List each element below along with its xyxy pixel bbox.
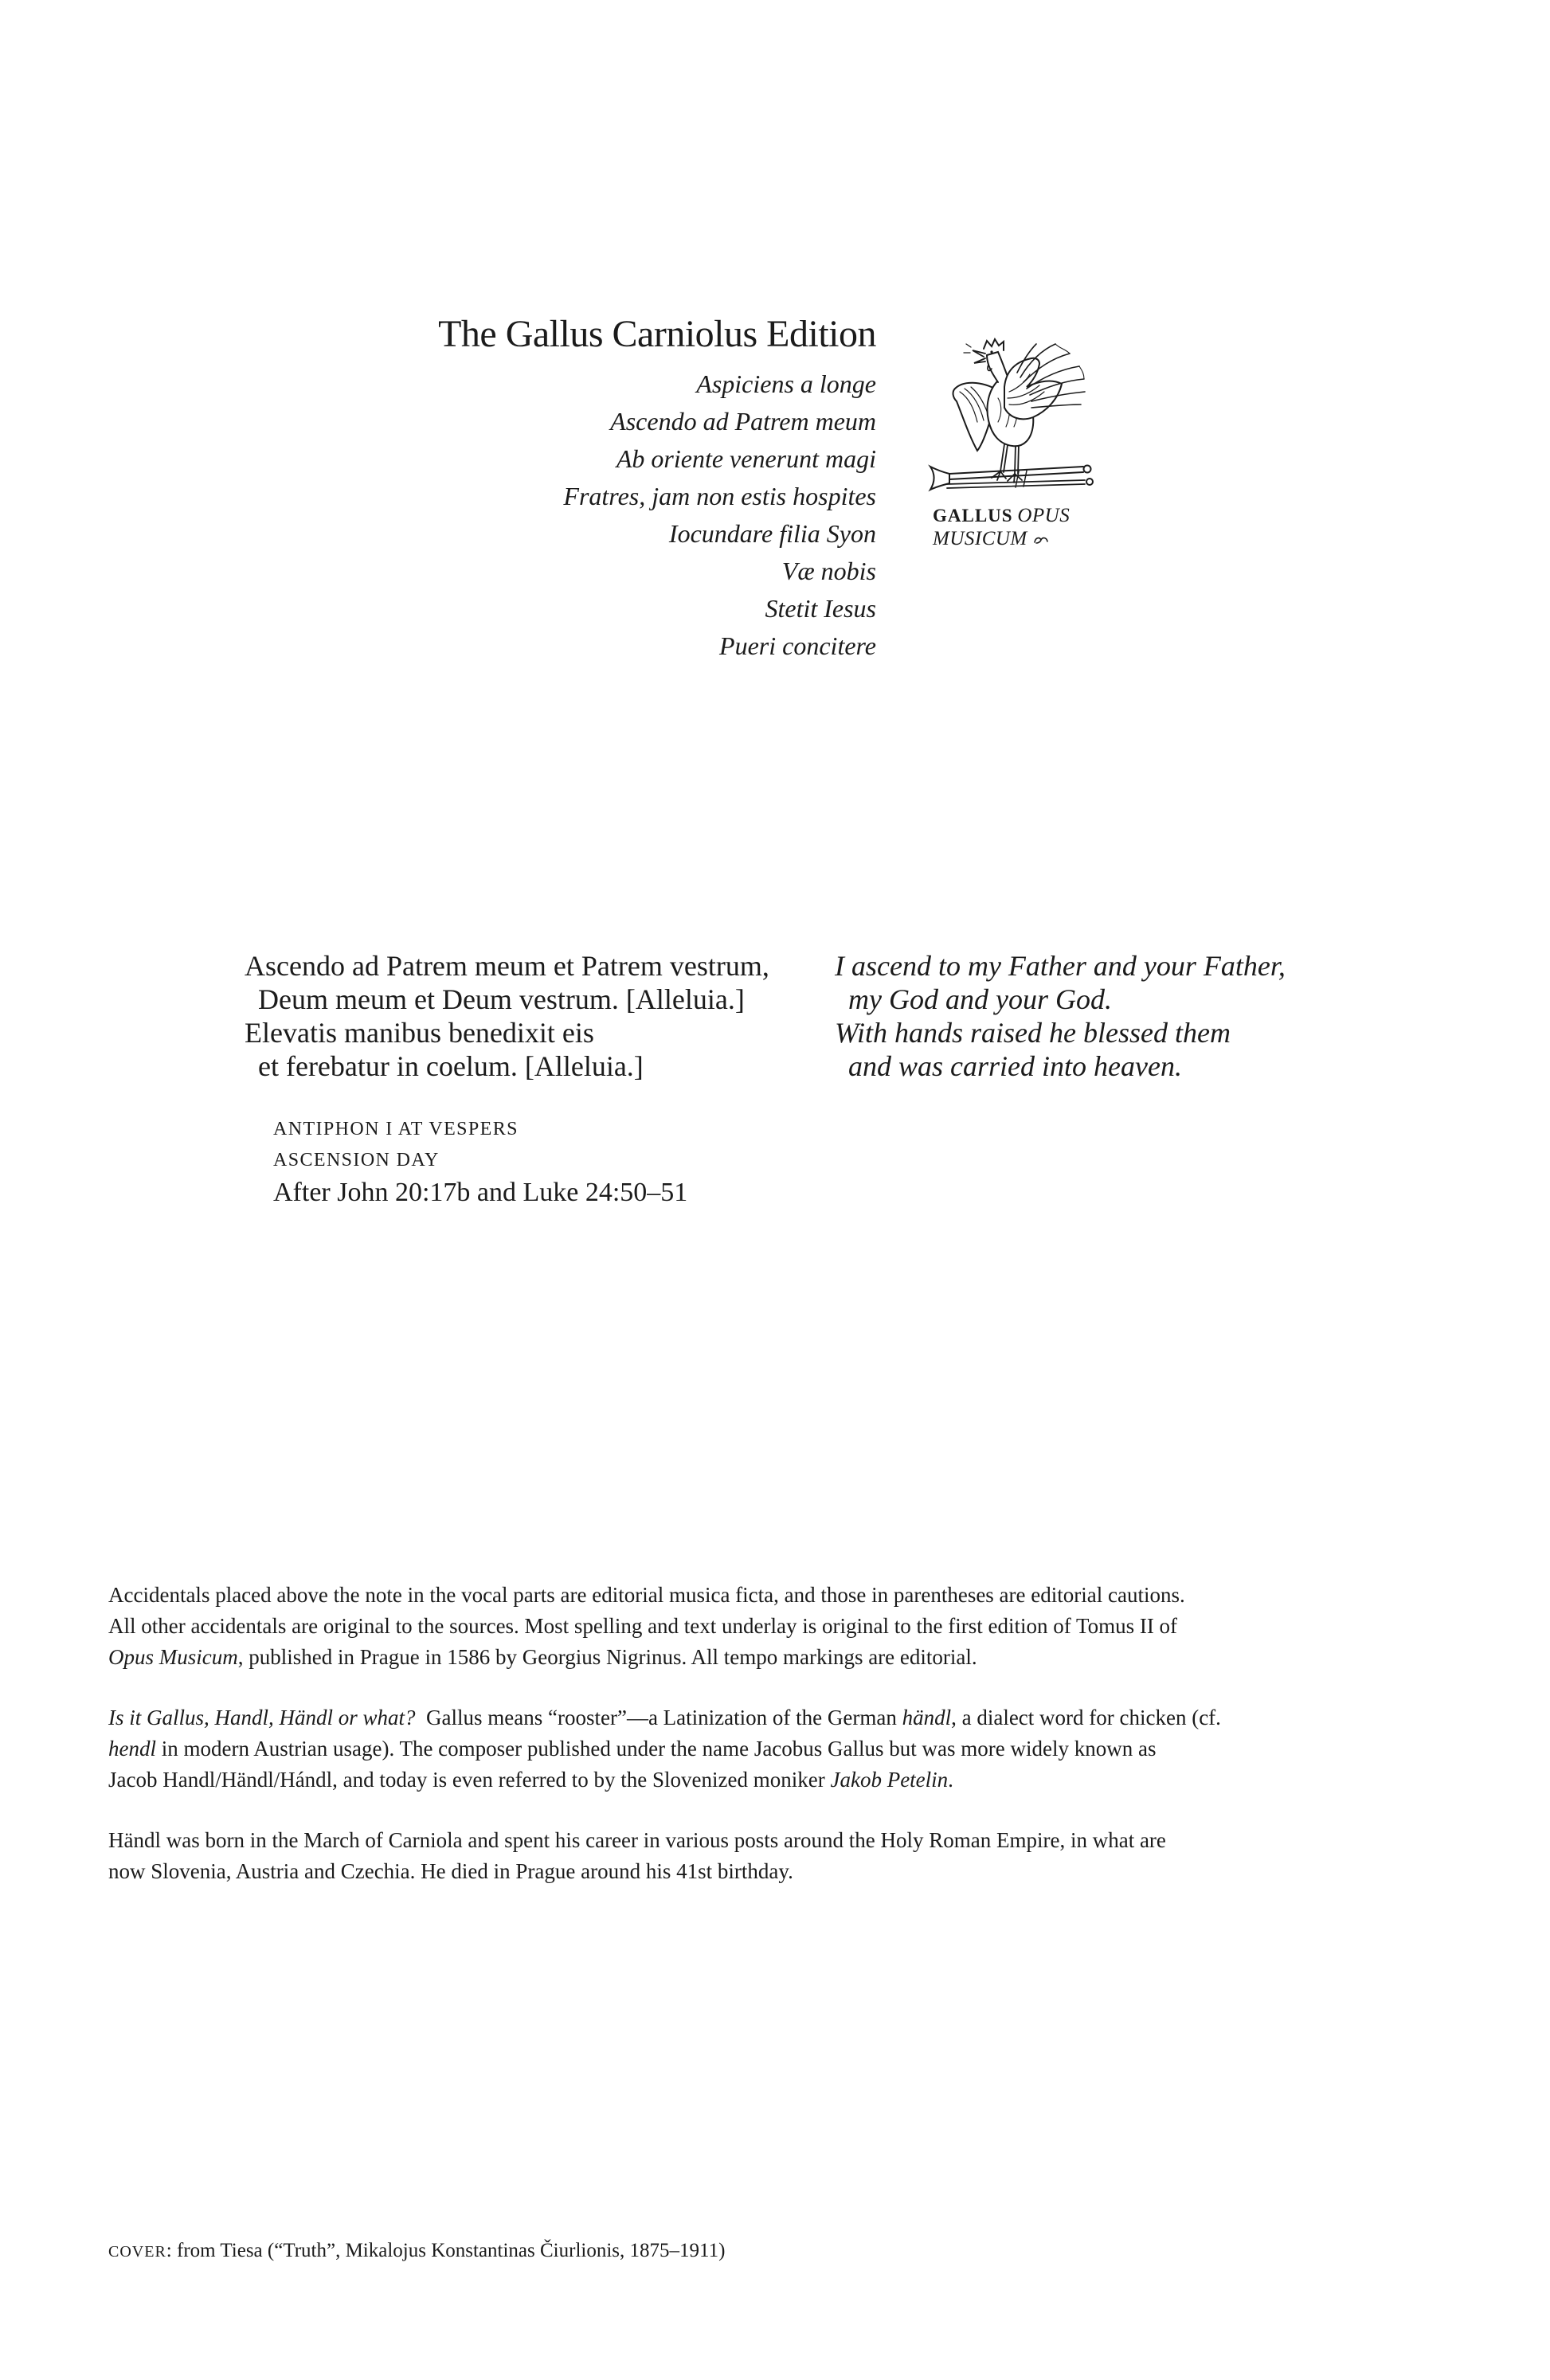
english-line: With hands raised he blessed them [835,1017,1231,1049]
piece-title: Pueri concitere [719,631,876,660]
antiphon-credit [273,1114,687,1210]
cover-text: : from Tiesa (“Truth”, Mikalojus Konstantinas Čiurlionis, 1875–1911) [166,2240,726,2261]
latin-line: Deum meum et Deum vestrum. [Alleluia.] [258,983,745,1015]
rooster-logo-icon [925,331,1110,503]
piece-title: Ab oriente venerunt magi [616,444,876,473]
piece-title: Stetit Iesus [765,594,876,623]
logo-wordmark-line1 [933,504,1116,527]
english-line: and was carried into heaven. [848,1050,1182,1082]
piece-title: Aspiciens a longe [696,369,876,398]
leaf-ornament-icon [1033,534,1049,545]
note-paragraph-biography: Händl was born in the March of Carniola and spent his career in various posts around the Holy Roman Empire, in what are now Slovenia, Austria and Czechia. He died in Prague around his 41st birthday. [108,1828,1166,1883]
note-paragraph-accidentals: Accidentals placed above the note in the vocal parts are editorial musica ficta, and those in parentheses are editorial cautions. All other accidentals are original to the sources. Most spelling and text underlay is original to the first edition of Tomus II of Opus Musicum, published in Prague in 1586 by Georgius Nigrinus. All tempo markings are editorial. [108,1583,1185,1669]
masthead [0,315,876,665]
trumpet-bell [930,467,949,490]
cover-label: COVER [108,2243,166,2261]
latin-line: Elevatis manibus benedixit eis [245,1017,594,1049]
publisher-logo [925,331,1116,550]
credit-liturgy-line: ANTIPHON I AT VESPERS [273,1119,519,1139]
english-line: my God and your God. [848,983,1112,1015]
piece-title: Fratres, jam non estis hospites [563,482,876,510]
latin-line: et ferebatur in coelum. [Alleluia.] [258,1050,644,1082]
editorial-notes [108,1580,1221,1917]
credit-scripture-source: After John 20:17b and Luke 24:50–51 [273,1178,688,1207]
page-title: The Gallus Carniolus Edition [438,313,876,355]
logo-name-opus: OPUS [1017,505,1071,526]
piece-title: Ascendo ad Patrem meum [610,407,876,436]
logo-name-musicum: MUSICUM [933,528,1027,549]
piece-title: Iocundare filia Syon [668,519,876,548]
logo-wordmark-line2 [933,527,1116,550]
latin-line: Ascendo ad Patrem meum et Patrem vestrum, [245,950,769,982]
note-paragraph-name: Is it Gallus, Handl, Händl or what? Gallus means “rooster”—a Latinization of the German händl, a dialect word for chicken (cf. hendl in modern Austrian usage). The composer published under the name Jacobus Gallus but was more widely known as Jacob Handl/Händl/Hándl, and today is even referred to by the Slovenized moniker Jakob Petelin. [108,1706,1221,1792]
piece-list [0,365,876,665]
english-line: I ascend to my Father and your Father, [835,950,1286,982]
credit-day-line: ASCENSION DAY [273,1150,440,1170]
antiphon-latin [245,949,769,1083]
piece-title: Væ nobis [781,557,876,585]
logo-name-gallus: GALLUS [933,506,1013,526]
logo-wordmark [925,504,1116,550]
antiphon-english [835,949,1286,1083]
cover-credit [108,2239,725,2264]
